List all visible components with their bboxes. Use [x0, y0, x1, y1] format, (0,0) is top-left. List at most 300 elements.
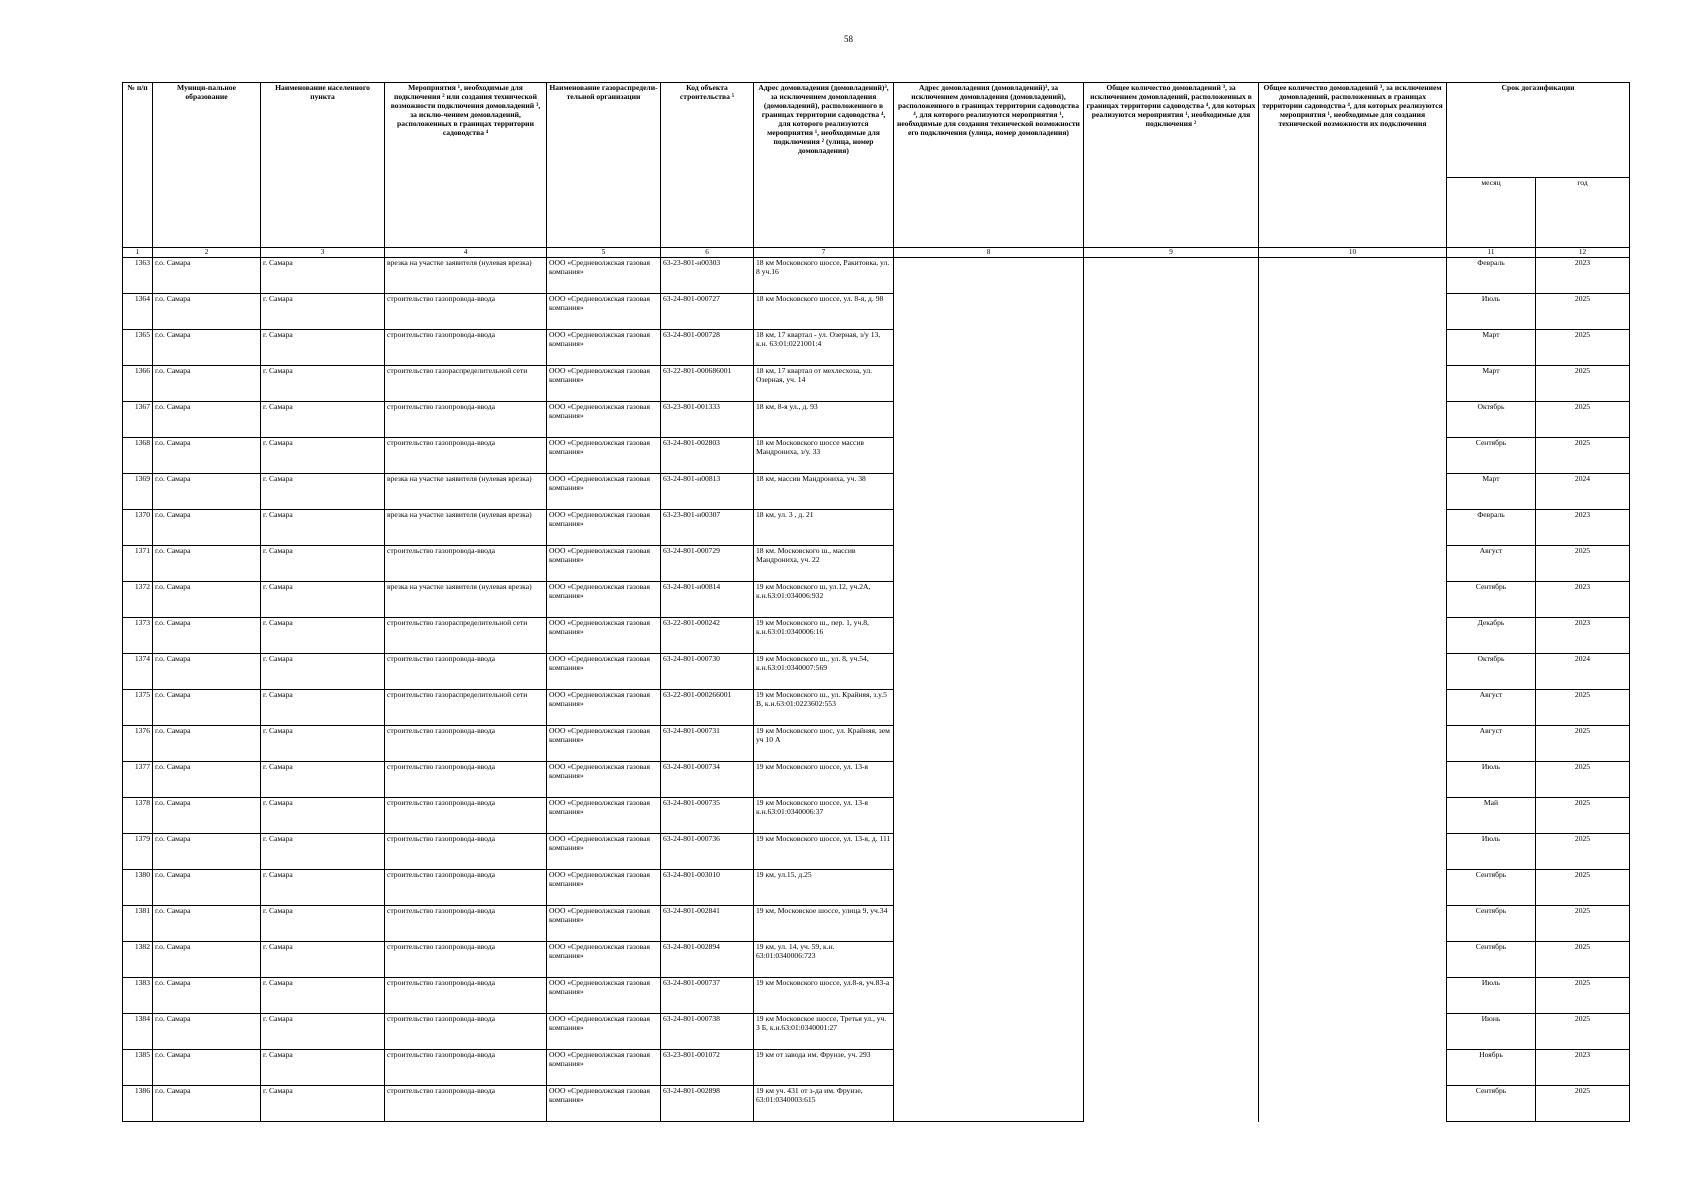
row-measure: строительство газопровода-ввода: [385, 834, 547, 870]
row-measure: врезка на участке заявителя (нулевая врезка): [385, 582, 547, 618]
row-address-tech: [894, 1086, 1084, 1122]
gasification-registry-table: [122, 82, 1630, 1122]
row-month: Июль: [1447, 294, 1536, 330]
row-number: 1382: [123, 942, 153, 978]
row-number: 1365: [123, 330, 153, 366]
header-number: № п/п: [123, 83, 153, 248]
table-body: [123, 258, 1630, 1122]
row-measure: строительство газопровода-ввода: [385, 402, 547, 438]
row-month: Октябрь: [1447, 402, 1536, 438]
table-row: [123, 1014, 1630, 1050]
row-municipality: г.о. Самара: [153, 978, 261, 1014]
row-address: 19 км, ул. 14, уч. 59, к.н. 63:01:0340006:723: [754, 942, 894, 978]
row-municipality: г.о. Самара: [153, 942, 261, 978]
row-organization: ООО «Средневолжская газовая компания»: [547, 906, 661, 942]
row-settlement: г. Самара: [261, 726, 385, 762]
row-address-tech: [894, 798, 1084, 834]
column-number: 11: [1447, 248, 1536, 258]
row-settlement: г. Самара: [261, 1014, 385, 1050]
row-count-connection: [1084, 546, 1259, 582]
row-object-code: 63-24-801-н00814: [661, 582, 754, 618]
row-address-tech: [894, 546, 1084, 582]
row-number: 1383: [123, 978, 153, 1014]
row-measure: врезка на участке заявителя (нулевая врезка): [385, 510, 547, 546]
row-count-connection: [1084, 798, 1259, 834]
row-organization: ООО «Средневолжская газовая компания»: [547, 834, 661, 870]
row-address: 19 км Московского шоссе, ул. 13-я, д. 111: [754, 834, 894, 870]
header-count-tech: Общее количество домовладений ³, за исключением домовладений, расположенных в границах территории садоводства ⁴, для которых реализуются мероприятия ¹, необходимые для создания технической возможности их подключения: [1259, 83, 1447, 248]
row-settlement: г. Самара: [261, 258, 385, 294]
row-address: 19 км Московского шоссе, ул. 13-я к.н.63:01:0340006:37: [754, 798, 894, 834]
row-address: 19 км от завода им. Фрунзе, уч. 293: [754, 1050, 894, 1086]
row-municipality: г.о. Самара: [153, 1086, 261, 1122]
row-count-tech: [1259, 870, 1447, 906]
row-count-tech: [1259, 654, 1447, 690]
row-municipality: г.о. Самара: [153, 726, 261, 762]
column-number: 3: [261, 248, 385, 258]
column-number: 6: [661, 248, 754, 258]
row-year: 2023: [1536, 582, 1630, 618]
row-measure: строительство газопровода-ввода: [385, 654, 547, 690]
row-settlement: г. Самара: [261, 438, 385, 474]
row-measure: строительство газопровода-ввода: [385, 978, 547, 1014]
row-count-tech: [1259, 618, 1447, 654]
row-year: 2025: [1536, 726, 1630, 762]
row-object-code: 63-22-801-000686001: [661, 366, 754, 402]
row-count-tech: [1259, 330, 1447, 366]
row-municipality: г.о. Самара: [153, 798, 261, 834]
row-measure: врезка на участке заявителя (нулевая врезка): [385, 258, 547, 294]
row-address-tech: [894, 978, 1084, 1014]
row-municipality: г.о. Самара: [153, 474, 261, 510]
row-year: 2025: [1536, 294, 1630, 330]
column-number: 12: [1536, 248, 1630, 258]
row-settlement: г. Самара: [261, 1086, 385, 1122]
row-year: 2025: [1536, 690, 1630, 726]
row-count-connection: [1084, 366, 1259, 402]
row-count-connection: [1084, 294, 1259, 330]
row-address-tech: [894, 726, 1084, 762]
row-number: 1370: [123, 510, 153, 546]
row-address-tech: [894, 366, 1084, 402]
row-organization: ООО «Средневолжская газовая компания»: [547, 942, 661, 978]
row-address: 18 км, массив Мандрониха, уч. 38: [754, 474, 894, 510]
row-object-code: 63-24-801-000729: [661, 546, 754, 582]
row-municipality: г.о. Самара: [153, 294, 261, 330]
row-number: 1363: [123, 258, 153, 294]
row-municipality: г.о. Самара: [153, 906, 261, 942]
row-municipality: г.о. Самара: [153, 690, 261, 726]
table-row: [123, 582, 1630, 618]
row-year: 2025: [1536, 834, 1630, 870]
row-count-connection: [1084, 1050, 1259, 1086]
row-number: 1372: [123, 582, 153, 618]
row-municipality: г.о. Самара: [153, 618, 261, 654]
table-row: [123, 546, 1630, 582]
row-municipality: г.о. Самара: [153, 1014, 261, 1050]
row-count-tech: [1259, 942, 1447, 978]
row-year: 2025: [1536, 330, 1630, 366]
row-measure: строительство газораспределительной сети: [385, 690, 547, 726]
table-row: [123, 834, 1630, 870]
row-year: 2023: [1536, 510, 1630, 546]
row-measure: строительство газораспределительной сети: [385, 618, 547, 654]
row-count-connection: [1084, 618, 1259, 654]
row-measure: строительство газопровода-ввода: [385, 330, 547, 366]
row-municipality: г.о. Самара: [153, 330, 261, 366]
row-organization: ООО «Средневолжская газовая компания»: [547, 726, 661, 762]
table-row: [123, 978, 1630, 1014]
row-object-code: 63-24-801-003010: [661, 870, 754, 906]
row-address-tech: [894, 438, 1084, 474]
row-count-tech: [1259, 978, 1447, 1014]
row-year: 2025: [1536, 762, 1630, 798]
row-settlement: г. Самара: [261, 582, 385, 618]
row-settlement: г. Самара: [261, 294, 385, 330]
table-row: [123, 690, 1630, 726]
row-address-tech: [894, 474, 1084, 510]
row-measure: строительство газопровода-ввода: [385, 1086, 547, 1122]
row-count-tech: [1259, 762, 1447, 798]
row-municipality: г.о. Самара: [153, 834, 261, 870]
row-count-tech: [1259, 438, 1447, 474]
row-count-connection: [1084, 906, 1259, 942]
table-row: [123, 330, 1630, 366]
row-count-connection: [1084, 834, 1259, 870]
row-count-tech: [1259, 906, 1447, 942]
row-municipality: г.о. Самара: [153, 1050, 261, 1086]
row-number: 1369: [123, 474, 153, 510]
header-gasification-term: Срок догазификации: [1447, 83, 1630, 178]
row-organization: ООО «Средневолжская газовая компания»: [547, 618, 661, 654]
row-municipality: г.о. Самара: [153, 870, 261, 906]
page-number: 58: [844, 34, 853, 44]
row-number: 1376: [123, 726, 153, 762]
header-measures: Мероприятия ¹, необходимые для подключения ² или создания технической возможности подключения домовладений ³, за исклю-чением домовладений, расположенных в границах территории садоводства ⁴: [385, 83, 547, 248]
row-object-code: 63-23-801-н00303: [661, 258, 754, 294]
table-row: [123, 906, 1630, 942]
row-address: 18 км. Московского ш., массив Мандрониха, уч. 22: [754, 546, 894, 582]
row-count-connection: [1084, 1086, 1259, 1122]
row-number: 1380: [123, 870, 153, 906]
row-number: 1385: [123, 1050, 153, 1086]
row-count-tech: [1259, 1086, 1447, 1122]
row-count-connection: [1084, 402, 1259, 438]
row-count-tech: [1259, 690, 1447, 726]
row-address: 18 км Московского шоссе, ул. 8-я, д. 98: [754, 294, 894, 330]
row-organization: ООО «Средневолжская газовая компания»: [547, 366, 661, 402]
row-address-tech: [894, 294, 1084, 330]
row-count-tech: [1259, 1014, 1447, 1050]
row-month: Февраль: [1447, 258, 1536, 294]
row-count-connection: [1084, 726, 1259, 762]
row-organization: ООО «Средневолжская газовая компания»: [547, 438, 661, 474]
table-row: [123, 366, 1630, 402]
row-number: 1371: [123, 546, 153, 582]
row-month: Июль: [1447, 834, 1536, 870]
row-object-code: 63-24-801-н00813: [661, 474, 754, 510]
table-row: [123, 1086, 1630, 1122]
row-address-tech: [894, 906, 1084, 942]
row-object-code: 63-24-801-000735: [661, 798, 754, 834]
row-address: 19 км Московского шос, ул. Крайняя, зем уч 10 А: [754, 726, 894, 762]
row-number: 1364: [123, 294, 153, 330]
row-settlement: г. Самара: [261, 690, 385, 726]
row-year: 2025: [1536, 978, 1630, 1014]
row-year: 2025: [1536, 906, 1630, 942]
row-organization: ООО «Средневолжская газовая компания»: [547, 474, 661, 510]
row-settlement: г. Самара: [261, 1050, 385, 1086]
row-measure: строительство газопровода-ввода: [385, 870, 547, 906]
row-address: 18 км Московского шоссе массив Мандрониха, з/у. 33: [754, 438, 894, 474]
row-object-code: 63-24-801-002803: [661, 438, 754, 474]
row-address-tech: [894, 654, 1084, 690]
row-measure: строительство газопровода-ввода: [385, 546, 547, 582]
row-month: Сентябрь: [1447, 942, 1536, 978]
row-measure: строительство газораспределительной сети: [385, 366, 547, 402]
row-number: 1378: [123, 798, 153, 834]
row-address-tech: [894, 402, 1084, 438]
row-address: 18 км, 17 квартал - ул. Озерная, з/у 13, к.н. 63:01:0221001:4: [754, 330, 894, 366]
row-count-connection: [1084, 762, 1259, 798]
row-object-code: 63-24-801-000736: [661, 834, 754, 870]
row-settlement: г. Самара: [261, 762, 385, 798]
row-measure: строительство газопровода-ввода: [385, 438, 547, 474]
row-month: Май: [1447, 798, 1536, 834]
row-municipality: г.о. Самара: [153, 510, 261, 546]
row-count-connection: [1084, 582, 1259, 618]
row-object-code: 63-24-801-000728: [661, 330, 754, 366]
row-number: 1377: [123, 762, 153, 798]
table-row: [123, 294, 1630, 330]
table-row: [123, 402, 1630, 438]
row-month: Сентябрь: [1447, 438, 1536, 474]
row-measure: строительство газопровода-ввода: [385, 942, 547, 978]
table-row: [123, 654, 1630, 690]
row-month: Март: [1447, 366, 1536, 402]
row-object-code: 63-23-801-н00307: [661, 510, 754, 546]
header-municipality: Муници-пальное образование: [153, 83, 261, 248]
row-organization: ООО «Средневолжская газовая компания»: [547, 1014, 661, 1050]
row-number: 1366: [123, 366, 153, 402]
row-count-tech: [1259, 582, 1447, 618]
row-address-tech: [894, 762, 1084, 798]
row-count-connection: [1084, 942, 1259, 978]
row-month: Сентябрь: [1447, 582, 1536, 618]
row-settlement: г. Самара: [261, 942, 385, 978]
row-number: 1374: [123, 654, 153, 690]
row-year: 2023: [1536, 1050, 1630, 1086]
row-count-connection: [1084, 870, 1259, 906]
row-organization: ООО «Средневолжская газовая компания»: [547, 582, 661, 618]
column-number-row: [123, 248, 1630, 258]
row-month: Сентябрь: [1447, 906, 1536, 942]
row-organization: ООО «Средневолжская газовая компания»: [547, 762, 661, 798]
row-count-connection: [1084, 690, 1259, 726]
row-object-code: 63-24-801-000727: [661, 294, 754, 330]
table-row: [123, 870, 1630, 906]
row-municipality: г.о. Самара: [153, 402, 261, 438]
row-municipality: г.о. Самара: [153, 366, 261, 402]
row-count-connection: [1084, 438, 1259, 474]
row-number: 1367: [123, 402, 153, 438]
row-address: 18 км, 17 квартал от мехлесхоза, ул. Озерная, уч. 14: [754, 366, 894, 402]
row-object-code: 63-23-801-001072: [661, 1050, 754, 1086]
row-year: 2025: [1536, 1014, 1630, 1050]
column-number: 9: [1084, 248, 1259, 258]
table-row: [123, 798, 1630, 834]
row-address-tech: [894, 870, 1084, 906]
row-organization: ООО «Средневолжская газовая компания»: [547, 1086, 661, 1122]
row-month: Август: [1447, 726, 1536, 762]
row-address: 19 км Московское шоссе, Третья ул., уч. 3 Б, к.н.63:01:0340001:27: [754, 1014, 894, 1050]
row-month: Июль: [1447, 762, 1536, 798]
row-settlement: г. Самара: [261, 402, 385, 438]
column-number: 5: [547, 248, 661, 258]
row-year: 2025: [1536, 438, 1630, 474]
row-address: 18 км, ул. 3 , д. 21: [754, 510, 894, 546]
row-address: 18 км Московского шоссе, Ракитовка, ул. 8 уч.16: [754, 258, 894, 294]
row-organization: ООО «Средневолжская газовая компания»: [547, 798, 661, 834]
row-address: 19 км Московского ш, ул.12, уч.2А, к.н.63:01:034006:932: [754, 582, 894, 618]
header-object-code: Код объекта строительства ⁵: [661, 83, 754, 248]
table-row: [123, 258, 1630, 294]
row-object-code: 63-24-801-002894: [661, 942, 754, 978]
row-number: 1373: [123, 618, 153, 654]
row-measure: врезка на участке заявителя (нулевая врезка): [385, 474, 547, 510]
row-settlement: г. Самара: [261, 366, 385, 402]
row-address: 19 км, ул.15, д.25: [754, 870, 894, 906]
row-number: 1375: [123, 690, 153, 726]
row-month: Июль: [1447, 978, 1536, 1014]
row-count-connection: [1084, 258, 1259, 294]
row-address-tech: [894, 1050, 1084, 1086]
row-address-tech: [894, 330, 1084, 366]
row-number: 1386: [123, 1086, 153, 1122]
row-municipality: г.о. Самара: [153, 654, 261, 690]
row-settlement: г. Самара: [261, 906, 385, 942]
table-row: [123, 762, 1630, 798]
row-month: Март: [1447, 330, 1536, 366]
row-address-tech: [894, 618, 1084, 654]
row-object-code: 63-24-801-000737: [661, 978, 754, 1014]
row-month: Ноябрь: [1447, 1050, 1536, 1086]
column-number: 1: [123, 248, 153, 258]
row-organization: ООО «Средневолжская газовая компания»: [547, 870, 661, 906]
row-month: Июнь: [1447, 1014, 1536, 1050]
row-count-tech: [1259, 834, 1447, 870]
row-settlement: г. Самара: [261, 330, 385, 366]
row-measure: строительство газопровода-ввода: [385, 1014, 547, 1050]
row-organization: ООО «Средневолжская газовая компания»: [547, 546, 661, 582]
row-year: 2025: [1536, 942, 1630, 978]
table-row: [123, 726, 1630, 762]
row-year: 2025: [1536, 1086, 1630, 1122]
row-measure: строительство газопровода-ввода: [385, 726, 547, 762]
row-object-code: 63-24-801-002898: [661, 1086, 754, 1122]
row-organization: ООО «Средневолжская газовая компания»: [547, 1050, 661, 1086]
row-address: 19 км Московского шоссе, ул. 13-я: [754, 762, 894, 798]
row-organization: ООО «Средневолжская газовая компания»: [547, 978, 661, 1014]
row-address: 19 км Московского ш., ул. 8, уч.54, к.н.63:01:0340007:569: [754, 654, 894, 690]
row-address-tech: [894, 834, 1084, 870]
column-number: 7: [754, 248, 894, 258]
row-address: 19 км, Московское шоссе, улица 9, уч.34: [754, 906, 894, 942]
row-month: Сентябрь: [1447, 1086, 1536, 1122]
table-row: [123, 474, 1630, 510]
row-address-tech: [894, 258, 1084, 294]
row-count-tech: [1259, 798, 1447, 834]
row-address-tech: [894, 1014, 1084, 1050]
row-number: 1384: [123, 1014, 153, 1050]
row-year: 2023: [1536, 618, 1630, 654]
row-number: 1381: [123, 906, 153, 942]
row-number: 1368: [123, 438, 153, 474]
row-organization: ООО «Средневолжская газовая компания»: [547, 654, 661, 690]
row-year: 2024: [1536, 654, 1630, 690]
row-settlement: г. Самара: [261, 546, 385, 582]
row-municipality: г.о. Самара: [153, 762, 261, 798]
column-number: 2: [153, 248, 261, 258]
row-settlement: г. Самара: [261, 870, 385, 906]
row-municipality: г.о. Самара: [153, 258, 261, 294]
row-settlement: г. Самара: [261, 834, 385, 870]
row-year: 2023: [1536, 258, 1630, 294]
table-row: [123, 1050, 1630, 1086]
table-row: [123, 942, 1630, 978]
row-object-code: 63-24-801-000734: [661, 762, 754, 798]
row-year: 2025: [1536, 870, 1630, 906]
row-month: Декабрь: [1447, 618, 1536, 654]
header-month: месяц: [1447, 178, 1536, 248]
row-address: 19 км Московского шоссе, ул.8-я, уч.83-а: [754, 978, 894, 1014]
table-header: [123, 83, 1630, 258]
table-row: [123, 510, 1630, 546]
row-object-code: 63-24-801-002841: [661, 906, 754, 942]
row-year: 2025: [1536, 546, 1630, 582]
row-settlement: г. Самара: [261, 618, 385, 654]
row-object-code: 63-22-801-000266001: [661, 690, 754, 726]
row-count-connection: [1084, 330, 1259, 366]
table-row: [123, 438, 1630, 474]
row-count-tech: [1259, 546, 1447, 582]
row-count-connection: [1084, 510, 1259, 546]
header-address-connection: Адрес домовладения (домовладений)³, за исключением домовладения (домовладений), расположенного в границах территории садоводства ⁴, для которого реализуются мероприятия ¹, необходимые для подключения ² (улица, номер домовладения): [754, 83, 894, 248]
row-count-connection: [1084, 654, 1259, 690]
header-settlement: Наименование населенного пункта: [261, 83, 385, 248]
row-address: 19 км Московского ш., ул. Крайняя, з.у.5 В, к.н.63:01:0223602:553: [754, 690, 894, 726]
column-number: 8: [894, 248, 1084, 258]
row-month: Август: [1447, 690, 1536, 726]
row-measure: строительство газопровода-ввода: [385, 762, 547, 798]
row-count-connection: [1084, 978, 1259, 1014]
table-row: [123, 618, 1630, 654]
row-measure: строительство газопровода-ввода: [385, 1050, 547, 1086]
column-number: 10: [1259, 248, 1447, 258]
row-count-tech: [1259, 366, 1447, 402]
row-object-code: 63-24-801-000731: [661, 726, 754, 762]
row-count-tech: [1259, 1050, 1447, 1086]
row-month: Февраль: [1447, 510, 1536, 546]
row-organization: ООО «Средневолжская газовая компания»: [547, 402, 661, 438]
row-year: 2025: [1536, 366, 1630, 402]
row-settlement: г. Самара: [261, 798, 385, 834]
row-month: Август: [1447, 546, 1536, 582]
row-organization: ООО «Средневолжская газовая компания»: [547, 510, 661, 546]
row-municipality: г.о. Самара: [153, 438, 261, 474]
row-address-tech: [894, 690, 1084, 726]
row-address-tech: [894, 510, 1084, 546]
